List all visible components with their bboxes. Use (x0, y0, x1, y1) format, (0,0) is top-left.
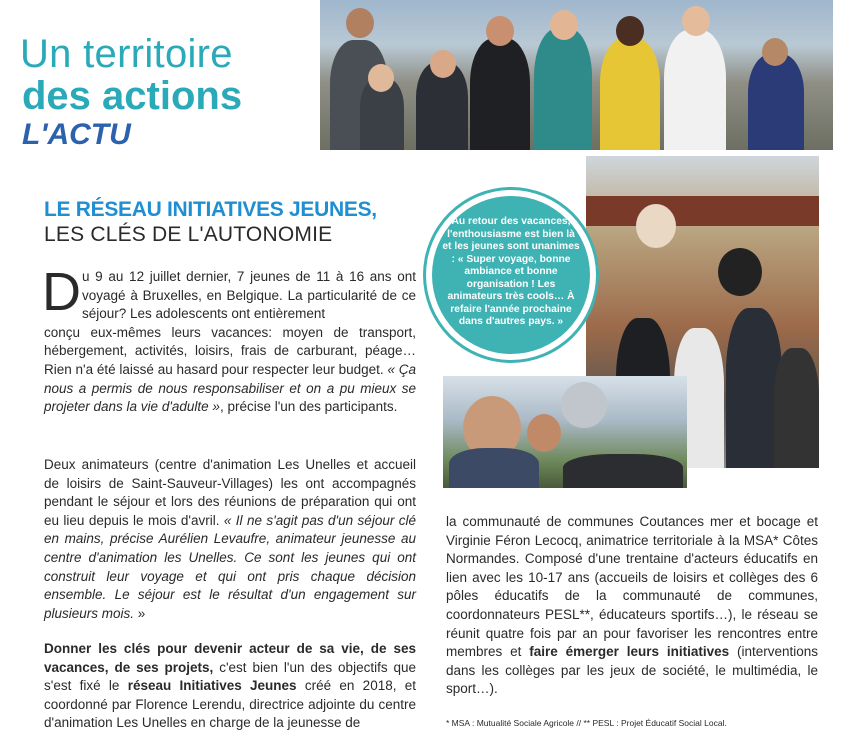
article-subtitle: LES CLÉS DE L'AUTONOMIE (44, 223, 333, 246)
pullquote-text: Au retour des vacances, l'enthousiasme est bien là et les jeunes sont unanimes : « Super voyage, bonne ambiance et bonne organisation ! Les animateurs très cools… À refaire l'année prochaine dans d'autres pays. » (442, 216, 580, 327)
paragraph-1-text: conçu eux-mêmes leurs vacances: moyen de transport, hébergement, activités, loisirs, frais de carburant, péage… Rien n'a été laissé au hasard pour respecter leur budget. (44, 324, 416, 377)
paragraph-4-end: (interventions dans les collèges par les jeux de société, le multimédia, le sport…). (446, 644, 818, 697)
paragraph-3-lead: Donner les clés pour devenir acteur de sa vie, de ses vacances, de ses projets, (44, 641, 416, 675)
section-title-line1: Un territoire (20, 32, 233, 76)
paragraph-1 (44, 268, 416, 417)
paragraph-1-quote: « Ça nous a permis de nous responsabiliser et on a pu mieux se projeter dans la vie d'adulte » (44, 361, 416, 415)
section-tag: L'ACTU (22, 118, 131, 151)
paragraph-3 (44, 640, 416, 733)
paragraph-3-end: créé en 2018, et coordonné par Florence Lerendu, directrice adjointe du centre d'animation Les Unelles en charge de la jeunesse de (44, 678, 416, 731)
paragraph-3-network: réseau Initiatives Jeunes (127, 678, 297, 694)
footnote: * MSA : Mutualité Sociale Agricole // ** PESL : Projet Éducatif Social Local. (446, 718, 727, 728)
paragraph-4-text: la communauté de communes Coutances mer et bocage et Virginie Féron Lecocq, animatrice territoriale à la MSA* Côtes Normandes. Composé d'une trentaine d'acteurs éducatifs en lien avec les 10-17 ans (accueils de loisirs et collèges des 6 pôles éducatifs de la communauté de communes, coordonnateurs PESL**, éducateurs sportifs…), le réseau se réunit quatre fois par an pour favoriser les rencontres entre membres et (446, 514, 818, 660)
selfie-photo (443, 376, 687, 488)
paragraph-2-end: » (134, 605, 146, 621)
group-photo-brussels (320, 0, 833, 150)
paragraph-1-end: , précise l'un des participants. (219, 399, 398, 415)
pullquote-bubble (432, 196, 590, 354)
paragraph-2-text: Deux animateurs (centre d'animation Les Unelles et accueil de loisirs de Saint-Sauveur-Villages) les ont accompagnés pendant le séjour et lors des réunions de préparation qui ont eu lieu depuis le mois d'avril. (44, 457, 416, 528)
drop-cap: D (42, 262, 81, 322)
paragraph-4 (446, 513, 818, 699)
paragraph-2 (44, 456, 416, 623)
paragraph-4-highlight: faire émerger leurs initiatives (529, 644, 730, 660)
section-title-line2: des actions (22, 74, 243, 118)
paragraph-2-quote: « Il ne s'agit pas d'un séjour clé en mains, précise Aurélien Levaufre, animateur jeunesse au centre d'animation les Unelles. Ce sont les jeunes qui ont construit leur voyage et qui ont pris chaque décision ensemble. Le séjour est le résultat d'un engagement sur plusieurs mois. (44, 512, 416, 621)
paragraph-1-intro: u 9 au 12 juillet dernier, 7 jeunes de 11 à 16 ans ont voyagé à Bruxelles, en Belgique. La particularité de ce séjour? Les adolescents ont entièrement (82, 269, 416, 322)
article-title: LE RÉSEAU INITIATIVES JEUNES, (44, 198, 377, 221)
paragraph-3-text: c'est bien l'un des objectifs que s'est fixé le (44, 659, 417, 694)
